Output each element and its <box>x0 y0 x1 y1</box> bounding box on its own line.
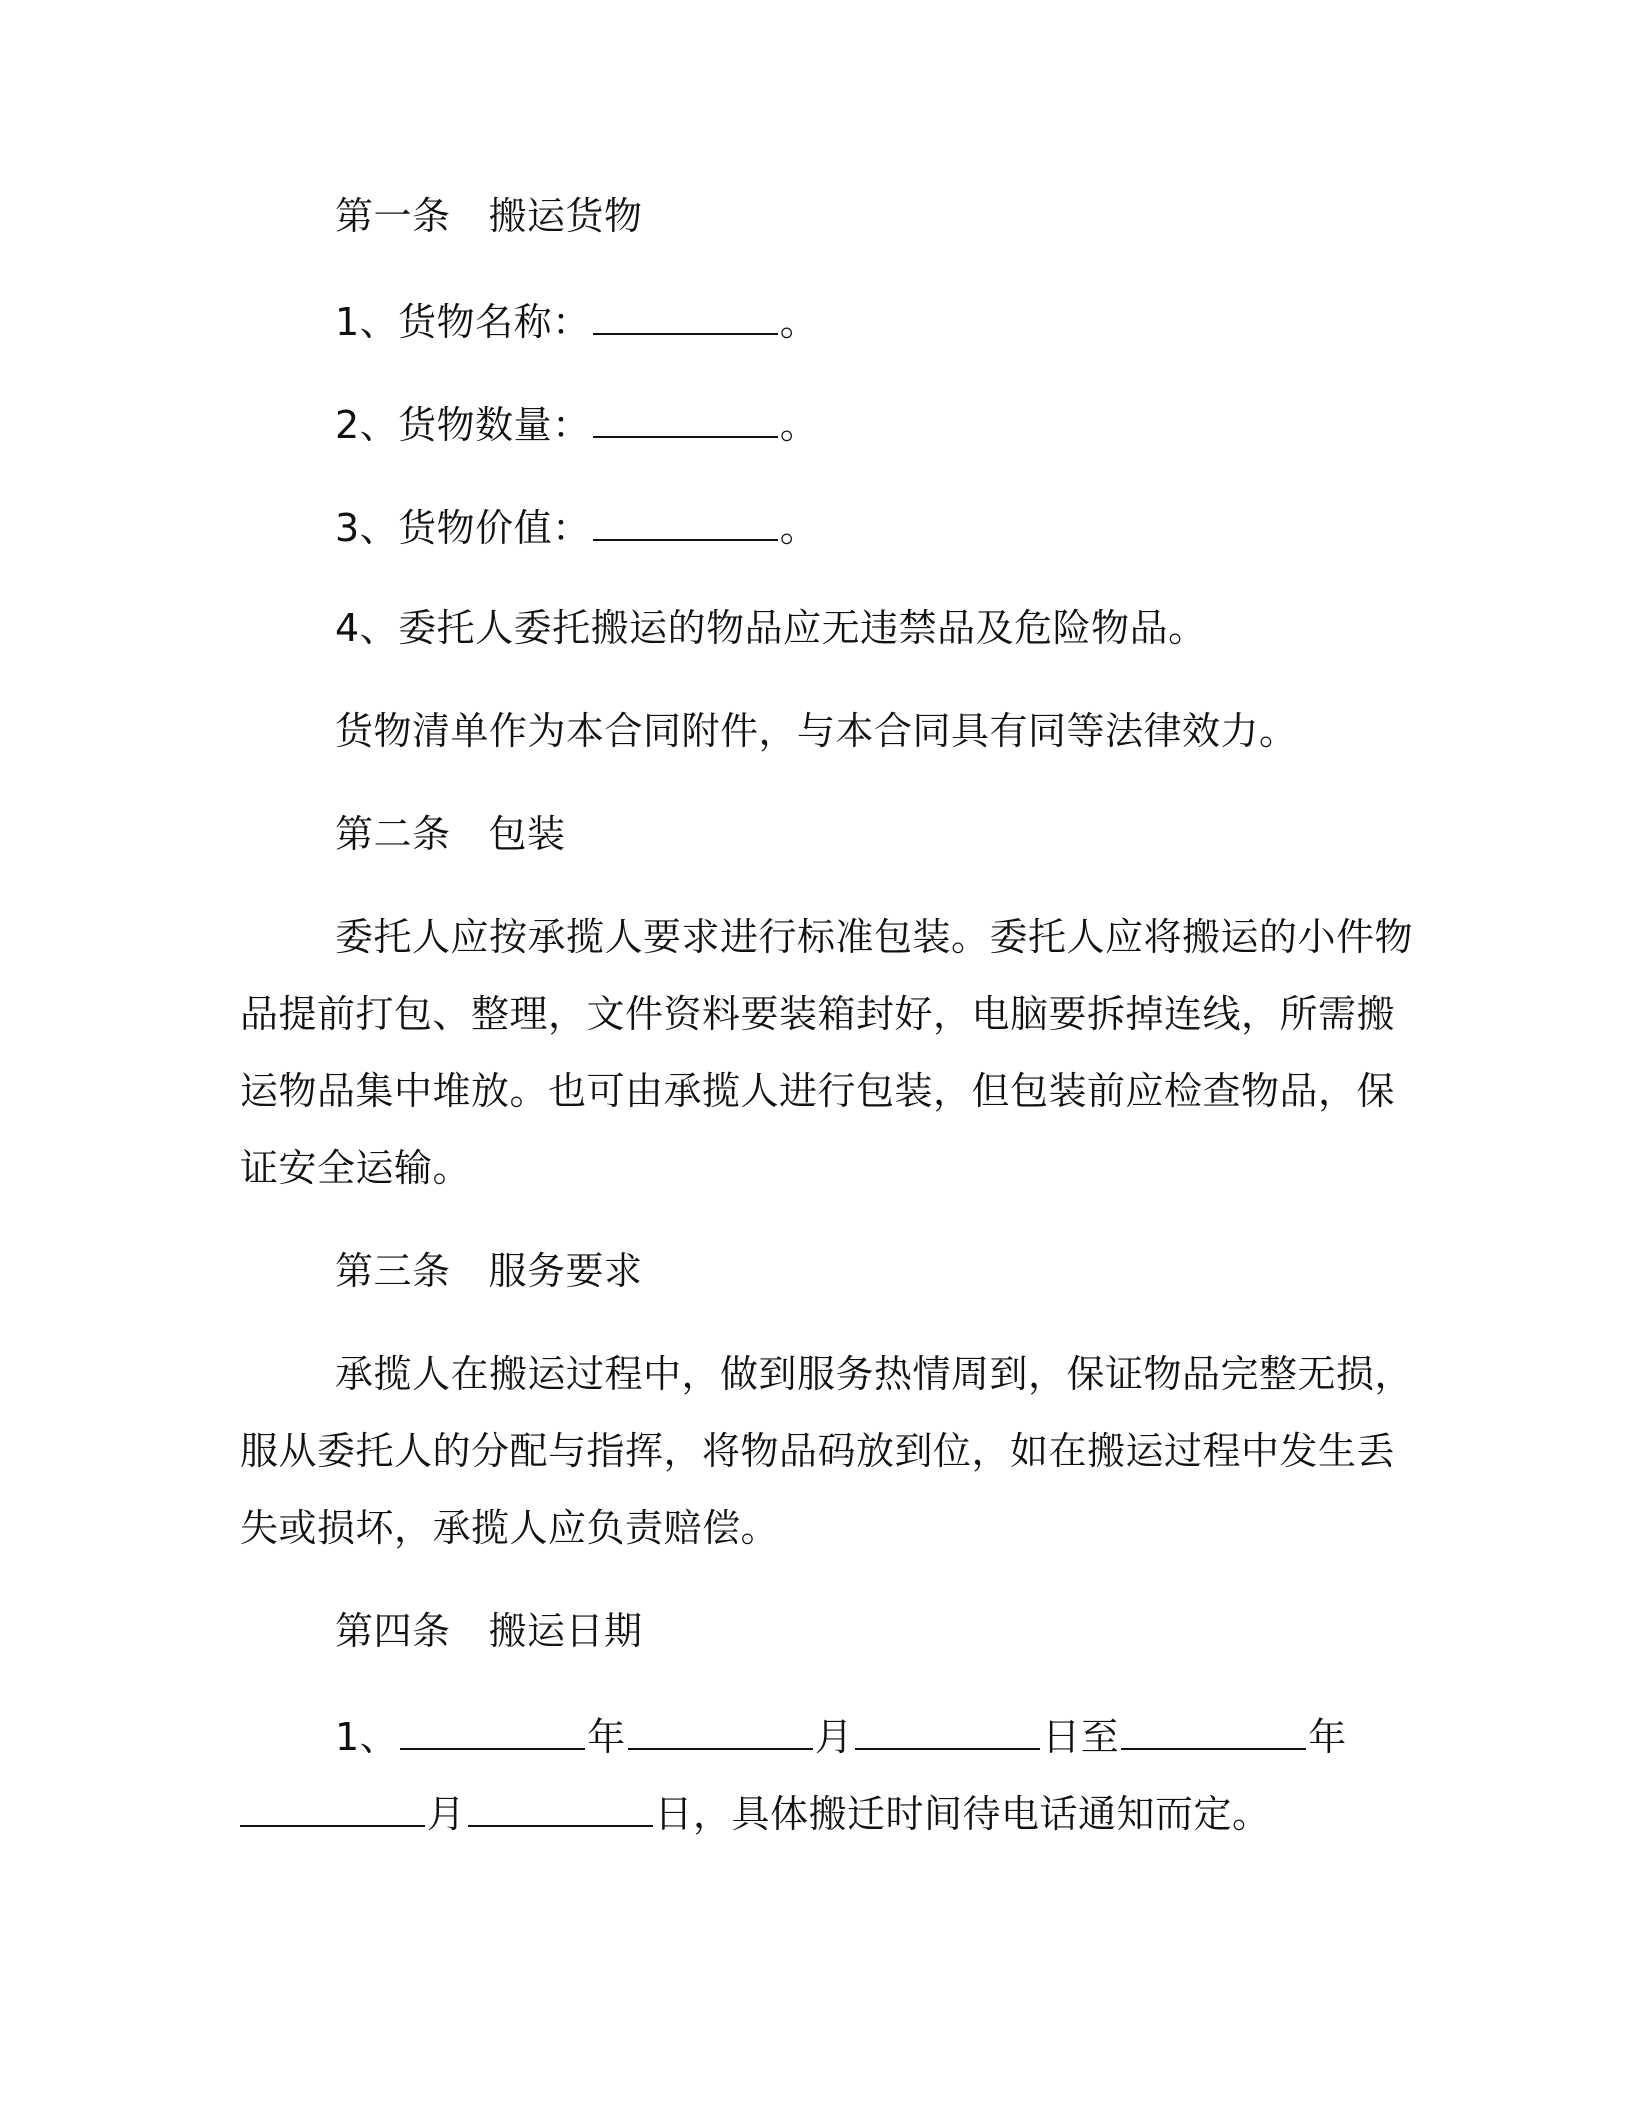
article3-heading-title: 服务要求 <box>488 1249 643 1293</box>
article2-heading-num: 第二条 <box>335 812 451 856</box>
end-day-blank <box>468 1787 653 1827</box>
article2-line-2: 品提前打包、整理，文件资料要装箱封好，电脑要拆掉连线，所需搬 <box>240 992 1396 1036</box>
article4-heading <box>335 1607 643 1655</box>
article4-date-line-2 <box>240 1787 1271 1838</box>
article2-heading-title: 包装 <box>488 812 566 856</box>
article1-item1 <box>335 295 818 346</box>
article1-item3 <box>335 501 818 552</box>
article4-date-line-1 <box>335 1710 1347 1761</box>
article2-heading <box>335 810 566 858</box>
article2-line-4: 证安全运输。 <box>240 1146 472 1190</box>
end-month-label: 月 <box>427 1792 466 1836</box>
article3-line-1: 承揽人在搬运过程中，做到服务热情周到，保证物品完整无损， <box>335 1352 1414 1396</box>
article4-heading-num: 第四条 <box>335 1609 451 1653</box>
item2-end: 。 <box>779 403 819 447</box>
article2-line-3: 运物品集中堆放。也可由承揽人进行包装，但包装前应检查物品，保 <box>240 1069 1396 1113</box>
article1-note: 货物清单作为本合同附件，与本合同具有同等法律效力。 <box>335 709 1298 753</box>
item3-label: 3、货物价值： <box>335 506 591 550</box>
article1-heading-num: 第一条 <box>335 194 451 238</box>
end-month-blank <box>240 1787 425 1827</box>
start-month-blank <box>628 1710 813 1750</box>
end-year-blank <box>1121 1710 1306 1750</box>
article1-item2 <box>335 398 818 449</box>
article3-heading <box>335 1247 643 1295</box>
item3-end: 。 <box>779 506 819 550</box>
article1-heading-title: 搬运货物 <box>488 194 643 238</box>
item2-blank <box>593 398 778 438</box>
start-day-blank <box>855 1710 1040 1750</box>
article3-line-2: 服从委托人的分配与指挥，将物品码放到位，如在搬运过程中发生丢 <box>240 1429 1396 1473</box>
item1-label: 1、货物名称： <box>335 300 591 344</box>
article1-item4: 4、委托人委托搬运的物品应无违禁品及危险物品。 <box>335 606 1207 650</box>
article1-heading <box>335 192 643 240</box>
article3-heading-num: 第三条 <box>335 1249 451 1293</box>
article3-line-3: 失或损坏，承揽人应负责赔偿。 <box>240 1506 780 1550</box>
month-label: 月 <box>814 1715 854 1759</box>
article4-heading-title: 搬运日期 <box>488 1609 643 1653</box>
start-year-blank <box>400 1710 585 1750</box>
article2-line-1: 委托人应按承揽人要求进行标准包装。委托人应将搬运的小件物 <box>335 915 1414 959</box>
year-label: 年 <box>587 1715 626 1759</box>
date-prefix: 1、 <box>335 1715 399 1759</box>
day-end-label: 日，具体搬迁时间待电话通知而定。 <box>654 1792 1271 1836</box>
end-year-label: 年 <box>1308 1715 1347 1759</box>
item1-end: 。 <box>779 300 819 344</box>
day-to-label: 日至 <box>1042 1715 1120 1759</box>
item1-blank <box>593 295 778 335</box>
item2-label: 2、货物数量： <box>335 403 591 447</box>
item3-blank <box>593 501 778 541</box>
